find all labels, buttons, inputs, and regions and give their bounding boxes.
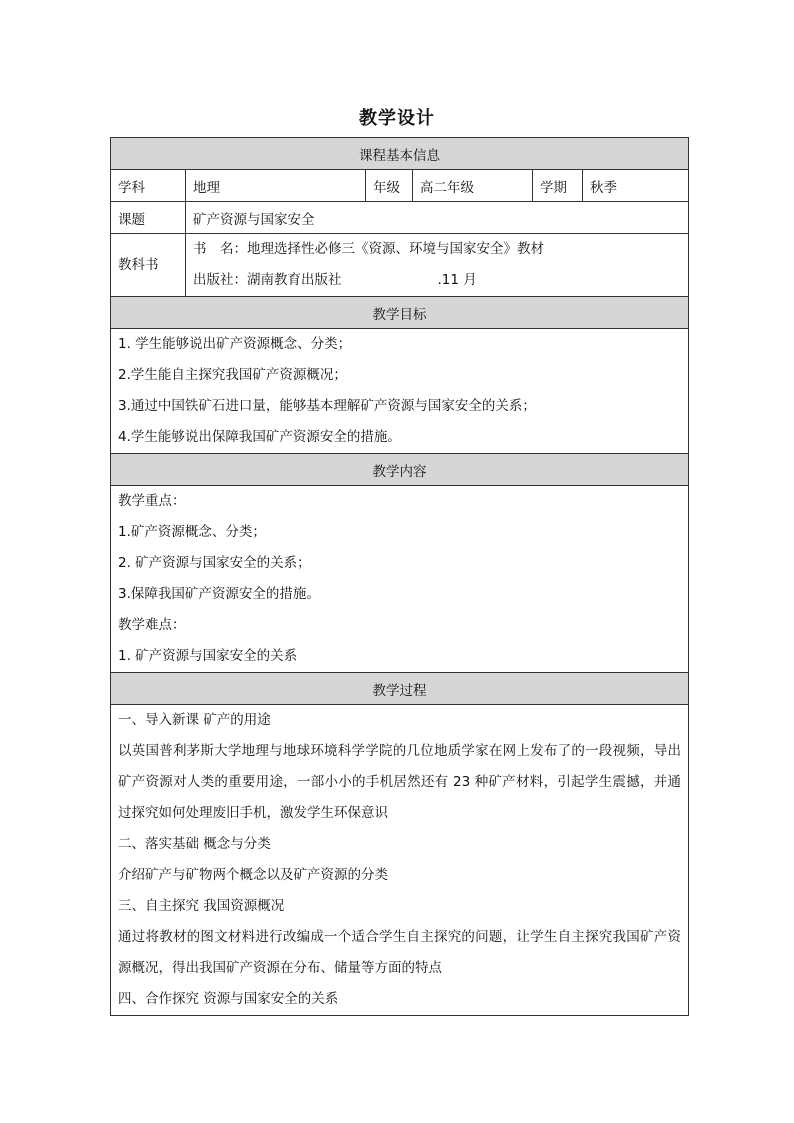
objectives-header: 教学目标: [111, 297, 689, 329]
objective-item: 3.通过中国铁矿石进口量，能够基本理解矿产资源与国家安全的关系；: [118, 398, 536, 414]
publisher-line: [193, 265, 681, 296]
objective-item: 4.学生能够说出保障我国矿产资源安全的措施。: [118, 429, 401, 445]
topic-row: [111, 202, 689, 234]
subject-row: [111, 170, 689, 202]
content-line: 1.矿产资源概念、分类；: [118, 524, 266, 540]
publisher: 出版社：湖南教育出版社: [193, 272, 342, 288]
topic-value: 矿产资源与国家安全: [186, 202, 689, 234]
textbook-label: 教科书: [118, 256, 159, 273]
content-line: 2. 矿产资源与国家安全的关系；: [118, 555, 311, 571]
subject-label: 学科: [111, 170, 186, 202]
book-name: 书 名：地理选择性必修三《资源、环境与国家安全》教材: [193, 241, 544, 257]
process-step-text: 通过将教材的图文材料进行改编成一个适合学生自主探究的问题，让学生自主探究我国矿产资源概况，得出我国矿产资源在分布、储量等方面的特点: [118, 929, 681, 976]
term-label: 学期: [533, 170, 583, 202]
textbook-row: [111, 234, 689, 297]
process-cell: [111, 705, 689, 1016]
content-row: [111, 486, 689, 673]
lesson-plan-table: [110, 137, 689, 1016]
objective-item: 2.学生能自主探究我国矿产资源概况；: [118, 367, 347, 383]
content-line: 教学难点：: [118, 617, 186, 633]
objective-item: 1. 学生能够说出矿产资源概念、分类；: [118, 336, 352, 352]
process-step-title: 二、落实基础 概念与分类: [118, 836, 271, 852]
process-header: 教学过程: [111, 673, 689, 705]
content-header-row: [111, 454, 689, 486]
process-row: [111, 705, 689, 1016]
content-line: 1. 矿产资源与国家安全的关系: [118, 648, 298, 664]
textbook-value-cell: [186, 234, 689, 297]
subject-value: 地理: [186, 170, 366, 202]
process-step-title: 三、自主探究 我国资源概况: [118, 898, 285, 914]
basic-info-header: 课程基本信息: [111, 138, 689, 170]
process-step-title: 一、导入新课 矿产的用途: [118, 712, 271, 728]
basic-info-header-row: [111, 138, 689, 170]
term-value: 秋季: [583, 170, 689, 202]
process-step-title: 四、合作探究 资源与国家安全的关系: [118, 991, 339, 1007]
content-header: 教学内容: [111, 454, 689, 486]
content-line: 3.保障我国矿产资源安全的措施。: [118, 586, 320, 602]
content-cell: [111, 486, 689, 673]
process-header-row: [111, 673, 689, 705]
objectives-row: [111, 329, 689, 454]
grade-value: 高二年级: [413, 170, 533, 202]
grade-label: 年级: [366, 170, 413, 202]
textbook-label-cell: [111, 234, 186, 297]
process-step-text: 以英国普利茅斯大学地理与地球环境科学学院的几位地质学家在网上发布了的一段视频，导出矿产资源对人类的重要用途，一部小小的手机居然还有 23 种矿产材料，引起学生震撼，并通过探究如何处理废旧手机，激发学生环保意识: [118, 743, 681, 821]
publish-month: .11 月: [437, 272, 477, 288]
content-line: 教学重点：: [118, 493, 186, 509]
objectives-header-row: [111, 297, 689, 329]
objectives-cell: [111, 329, 689, 454]
document-title: 教学设计: [359, 108, 435, 129]
topic-label: 课题: [111, 202, 186, 234]
process-step-text: 介绍矿产与矿物两个概念以及矿产资源的分类: [118, 867, 388, 883]
